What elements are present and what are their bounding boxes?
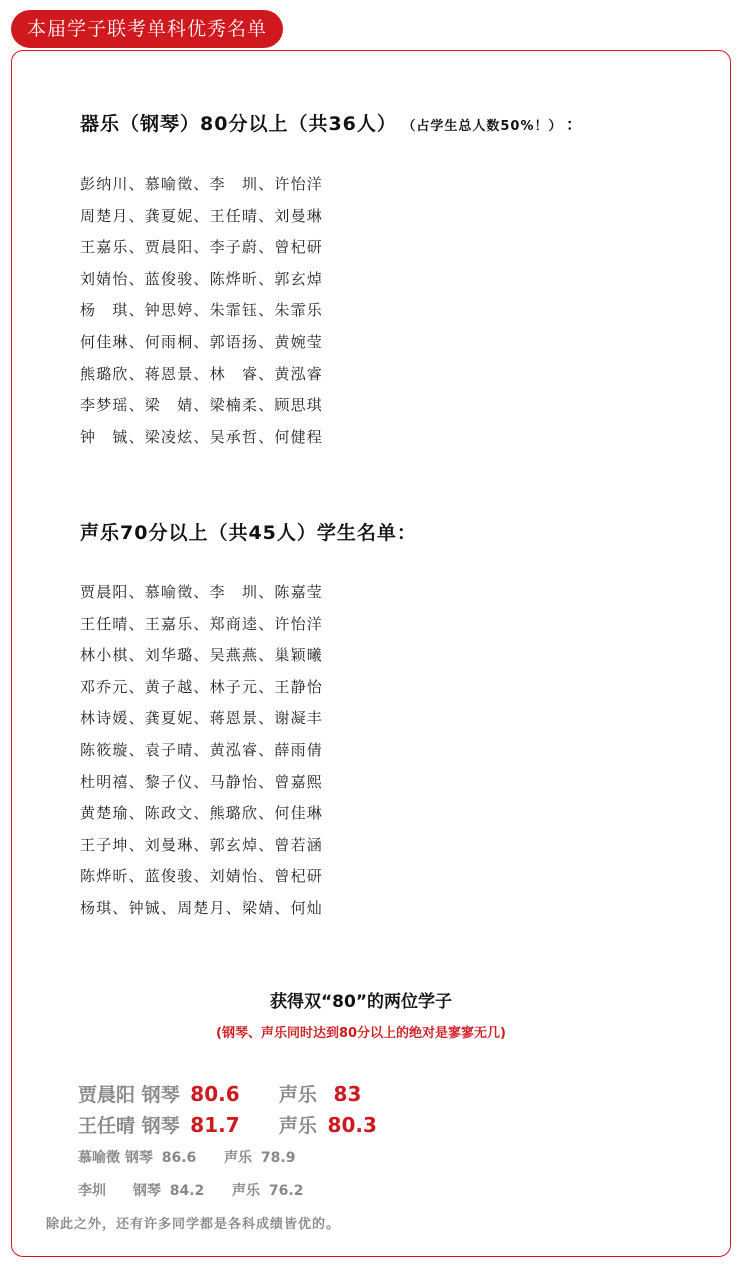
vocal-label: 声乐	[232, 1183, 261, 1199]
piano-section-title	[80, 109, 583, 136]
footer-note: 除此之外，还有许多同学都是各科成绩皆优的。	[46, 1217, 341, 1232]
other-student-row	[78, 1147, 295, 1167]
header-tag: 本届学子联考单科优秀名单	[11, 10, 283, 48]
vocal-row-2: 王任晴、王嘉乐、郑商逵、许怡洋	[80, 614, 324, 633]
piano-score: 84.2	[169, 1183, 205, 1199]
vocal-row-6: 陈筱璇、袁子晴、黄泓睿、薛雨倩	[80, 740, 324, 759]
vocal-row-10: 陈烨昕、蓝俊骏、刘婧怡、曾杞研	[80, 867, 324, 886]
dual-section-title: 获得双“80”的两位学子	[269, 992, 452, 1012]
piano-row-1: 彭纳川、慕喻徵、李 圳、许怡洋	[80, 175, 324, 193]
vocal-label: 声乐	[278, 1084, 317, 1106]
piano-row-8: 李梦瑶、梁 婧、梁楠柔、顾思琪	[80, 396, 324, 415]
student-name: 王任晴	[78, 1115, 136, 1137]
piano-label: 钢琴	[132, 1183, 161, 1199]
piano-score: 86.6	[161, 1150, 197, 1166]
vocal-score: 76.2	[268, 1183, 304, 1199]
dual-student-row	[78, 1080, 361, 1107]
dual-student-row	[78, 1111, 377, 1138]
vocal-row-11: 杨琪、钟铖、周楚月、梁婧、何灿	[80, 898, 324, 917]
piano-row-3: 王嘉乐、贾晨阳、李子蔚、曾杞研	[80, 238, 324, 257]
vocal-row-5: 林诗媛、龚夏妮、蒋恩景、谢凝丰	[80, 709, 324, 728]
vocal-row-8: 黄楚瑜、陈政文、熊璐欣、何佳琳	[80, 804, 324, 823]
piano-row-7: 熊璐欣、蒋恩景、林 睿、黄泓睿	[80, 364, 324, 383]
vocal-section-title	[80, 518, 417, 545]
piano-row-9: 钟 铖、梁凌炫、吴承哲、何健程	[80, 427, 324, 446]
vocal-row-3: 林小棋、刘华璐、吴燕燕、巢颖曦	[80, 646, 324, 665]
vocal-score: 80.3	[327, 1113, 377, 1137]
piano-row-5: 杨 琪、钟思婷、朱霏钰、朱霏乐	[80, 301, 324, 320]
piano-label: 钢琴	[141, 1084, 180, 1106]
piano-row-6: 何佳琳、何雨桐、郭语扬、黄婉莹	[80, 332, 324, 351]
piano-name-list	[80, 169, 323, 453]
piano-row-2: 周楚月、龚夏妮、王任晴、刘曼琳	[80, 206, 324, 225]
vocal-row-4: 邓乔元、黄子越、林子元、王静怡	[80, 677, 324, 696]
vocal-score: 83	[333, 1082, 362, 1106]
piano-label: 钢琴	[141, 1115, 180, 1137]
vocal-row-7: 杜明禧、黎子仪、马静怡、曾嘉熙	[80, 772, 324, 791]
vocal-name-list	[80, 577, 323, 925]
piano-label: 钢琴	[124, 1150, 153, 1166]
vocal-row-9: 王子坤、刘曼琳、郭玄焯、曾若涵	[80, 835, 324, 854]
vocal-row-1: 贾晨阳、慕喻徵、李 圳、陈嘉莹	[80, 583, 324, 601]
vocal-label: 声乐	[278, 1115, 317, 1137]
student-name: 贾晨阳	[78, 1084, 136, 1106]
piano-score: 80.6	[190, 1082, 240, 1106]
dual-section-subtitle: (钢琴、声乐同时达到80分以上的绝对是寥寥无几)	[216, 1026, 506, 1041]
piano-colon: ：	[566, 115, 584, 134]
other-student-row	[78, 1180, 303, 1200]
vocal-label: 声乐	[224, 1150, 253, 1166]
piano-row-4: 刘婧怡、蓝俊骏、陈烨昕、郭玄焯	[80, 269, 324, 288]
vocal-title-text: 声乐70分以上（共45人）学生名单：	[80, 522, 417, 544]
student-name: 李圳	[78, 1183, 106, 1199]
piano-subtitle: （占学生总人数50%！）	[408, 119, 557, 134]
vocal-score: 78.9	[260, 1150, 296, 1166]
student-name: 慕喻徵	[78, 1150, 120, 1166]
piano-title-text: 器乐（钢琴）80分以上（共36人）	[80, 113, 397, 135]
piano-score: 81.7	[190, 1113, 240, 1137]
